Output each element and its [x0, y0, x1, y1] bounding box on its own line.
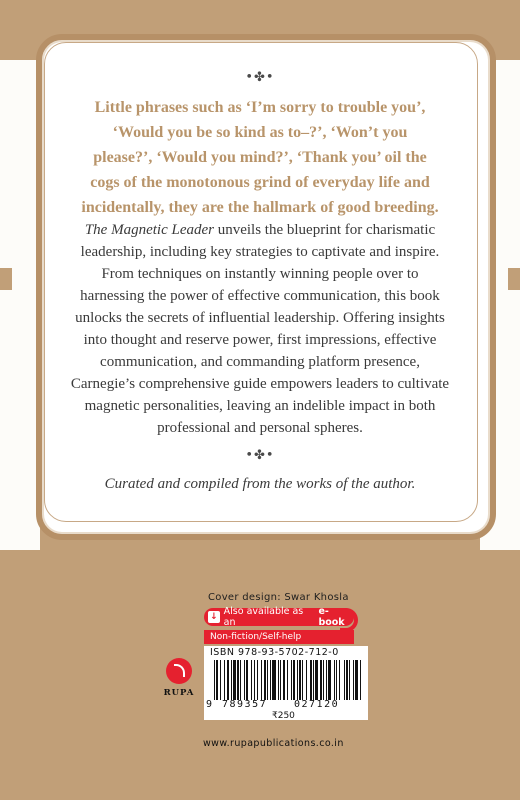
isbn-number: ISBN 978-93-5702-712-0	[210, 647, 339, 658]
barcode-bar	[261, 660, 262, 700]
barcode-bar	[246, 660, 248, 700]
barcode-bar	[278, 660, 279, 700]
barcode-bar	[353, 660, 354, 700]
barcode-left-digits: 789357	[222, 699, 268, 710]
barcode-bar	[270, 660, 271, 700]
barcode-bar	[360, 660, 361, 700]
right-edge-tab	[508, 268, 520, 290]
barcode-bar	[214, 660, 215, 700]
barcode-bar	[302, 660, 303, 700]
ebook-badge	[204, 608, 354, 626]
ebook-prefix: Also available as an	[223, 606, 304, 628]
compilation-credit: Curated and compiled from the works of the author.	[104, 476, 416, 492]
barcode-bar	[315, 660, 318, 700]
barcode-right-digits: 027120	[294, 699, 340, 710]
cover-design-credit: Cover design: Swar Khosla	[208, 592, 349, 603]
barcode-bar	[297, 660, 298, 700]
quote-line: cogs of the monotonous grind of everyday life and	[90, 174, 430, 191]
barcode-bar	[320, 660, 322, 700]
publisher-website: www.rupapublications.co.in	[203, 738, 344, 749]
barcode-bar	[349, 660, 350, 700]
pull-quote	[76, 95, 444, 220]
barcode-bars	[214, 660, 362, 700]
quote-line: Little phrases such as ‘I’m sorry to trouble you’,	[94, 99, 426, 116]
barcode-bar	[227, 660, 229, 700]
quote-line: ‘Would you be so kind as to–?’, ‘Won’t you	[112, 124, 408, 141]
barcode-bar	[336, 660, 337, 700]
genre-label: Non-fiction/Self-help	[204, 630, 354, 644]
barcode-bar	[310, 660, 312, 700]
barcode-bar	[291, 660, 292, 700]
barcode-bar	[328, 660, 330, 700]
barcode-bar	[313, 660, 314, 700]
barcode-bar	[355, 660, 358, 700]
barcode-bar	[233, 660, 236, 700]
price-label: ₹250	[272, 711, 295, 721]
book-title: The Magnetic Leader	[84, 222, 214, 238]
barcode-lead-digit: 9	[206, 699, 213, 710]
barcode-bar	[267, 660, 268, 700]
barcode-bar	[323, 660, 324, 700]
barcode-bar	[251, 660, 252, 700]
rupa-logo-icon	[166, 658, 192, 684]
barcode-bar	[224, 660, 225, 700]
barcode-bar	[280, 660, 281, 700]
middle-ornament: •✤•	[245, 448, 275, 463]
barcode-bar	[244, 660, 245, 700]
book-blurb	[70, 219, 450, 439]
barcode-bar	[272, 660, 275, 700]
top-ornament: •✤•	[245, 70, 275, 85]
barcode-bar	[220, 660, 221, 700]
quote-line: please?’, ‘Would you mind?’, ‘Thank you’ oil the	[93, 149, 427, 166]
quote-line: incidentally, they are the hallmark of good breeding.	[81, 199, 439, 216]
barcode-bar	[254, 660, 255, 700]
barcode-bar	[240, 660, 241, 700]
barcode-bar	[231, 660, 232, 700]
left-edge-tab	[0, 268, 12, 290]
barcode-bar	[287, 660, 288, 700]
left-white-band	[0, 60, 40, 550]
barcode-bar	[339, 660, 340, 700]
barcode-bar	[264, 660, 266, 700]
barcode-bar	[283, 660, 285, 700]
barcode-bar	[326, 660, 327, 700]
download-icon: ↓	[208, 611, 220, 623]
barcode-bar	[293, 660, 295, 700]
barcode-bar	[216, 660, 218, 700]
publisher-name: RUPA	[163, 688, 195, 698]
barcode-bar	[237, 660, 239, 700]
barcode-bar	[344, 660, 345, 700]
barcode-bar	[346, 660, 348, 700]
barcode-bar	[257, 660, 258, 700]
blurb-text: unveils the blueprint for charismatic leadership, including key strategies to captivate and inspire. From techniques on instantly winning people over to harnessing the power of effective communication, this book unlocks the secrets of influential leadership. Offering insights into thought and reserve power, first impressions, effective communication, and commanding platform presence, Carnegie’s comprehensive guide empowers leaders to cultivate magnetic personalities, leaving an indelible impact in both professional and personal spheres.	[70, 222, 450, 436]
barcode-bar	[299, 660, 301, 700]
barcode-bar	[306, 660, 307, 700]
ebook-emphasis: e-book	[318, 606, 345, 628]
barcode-bar	[334, 660, 335, 700]
